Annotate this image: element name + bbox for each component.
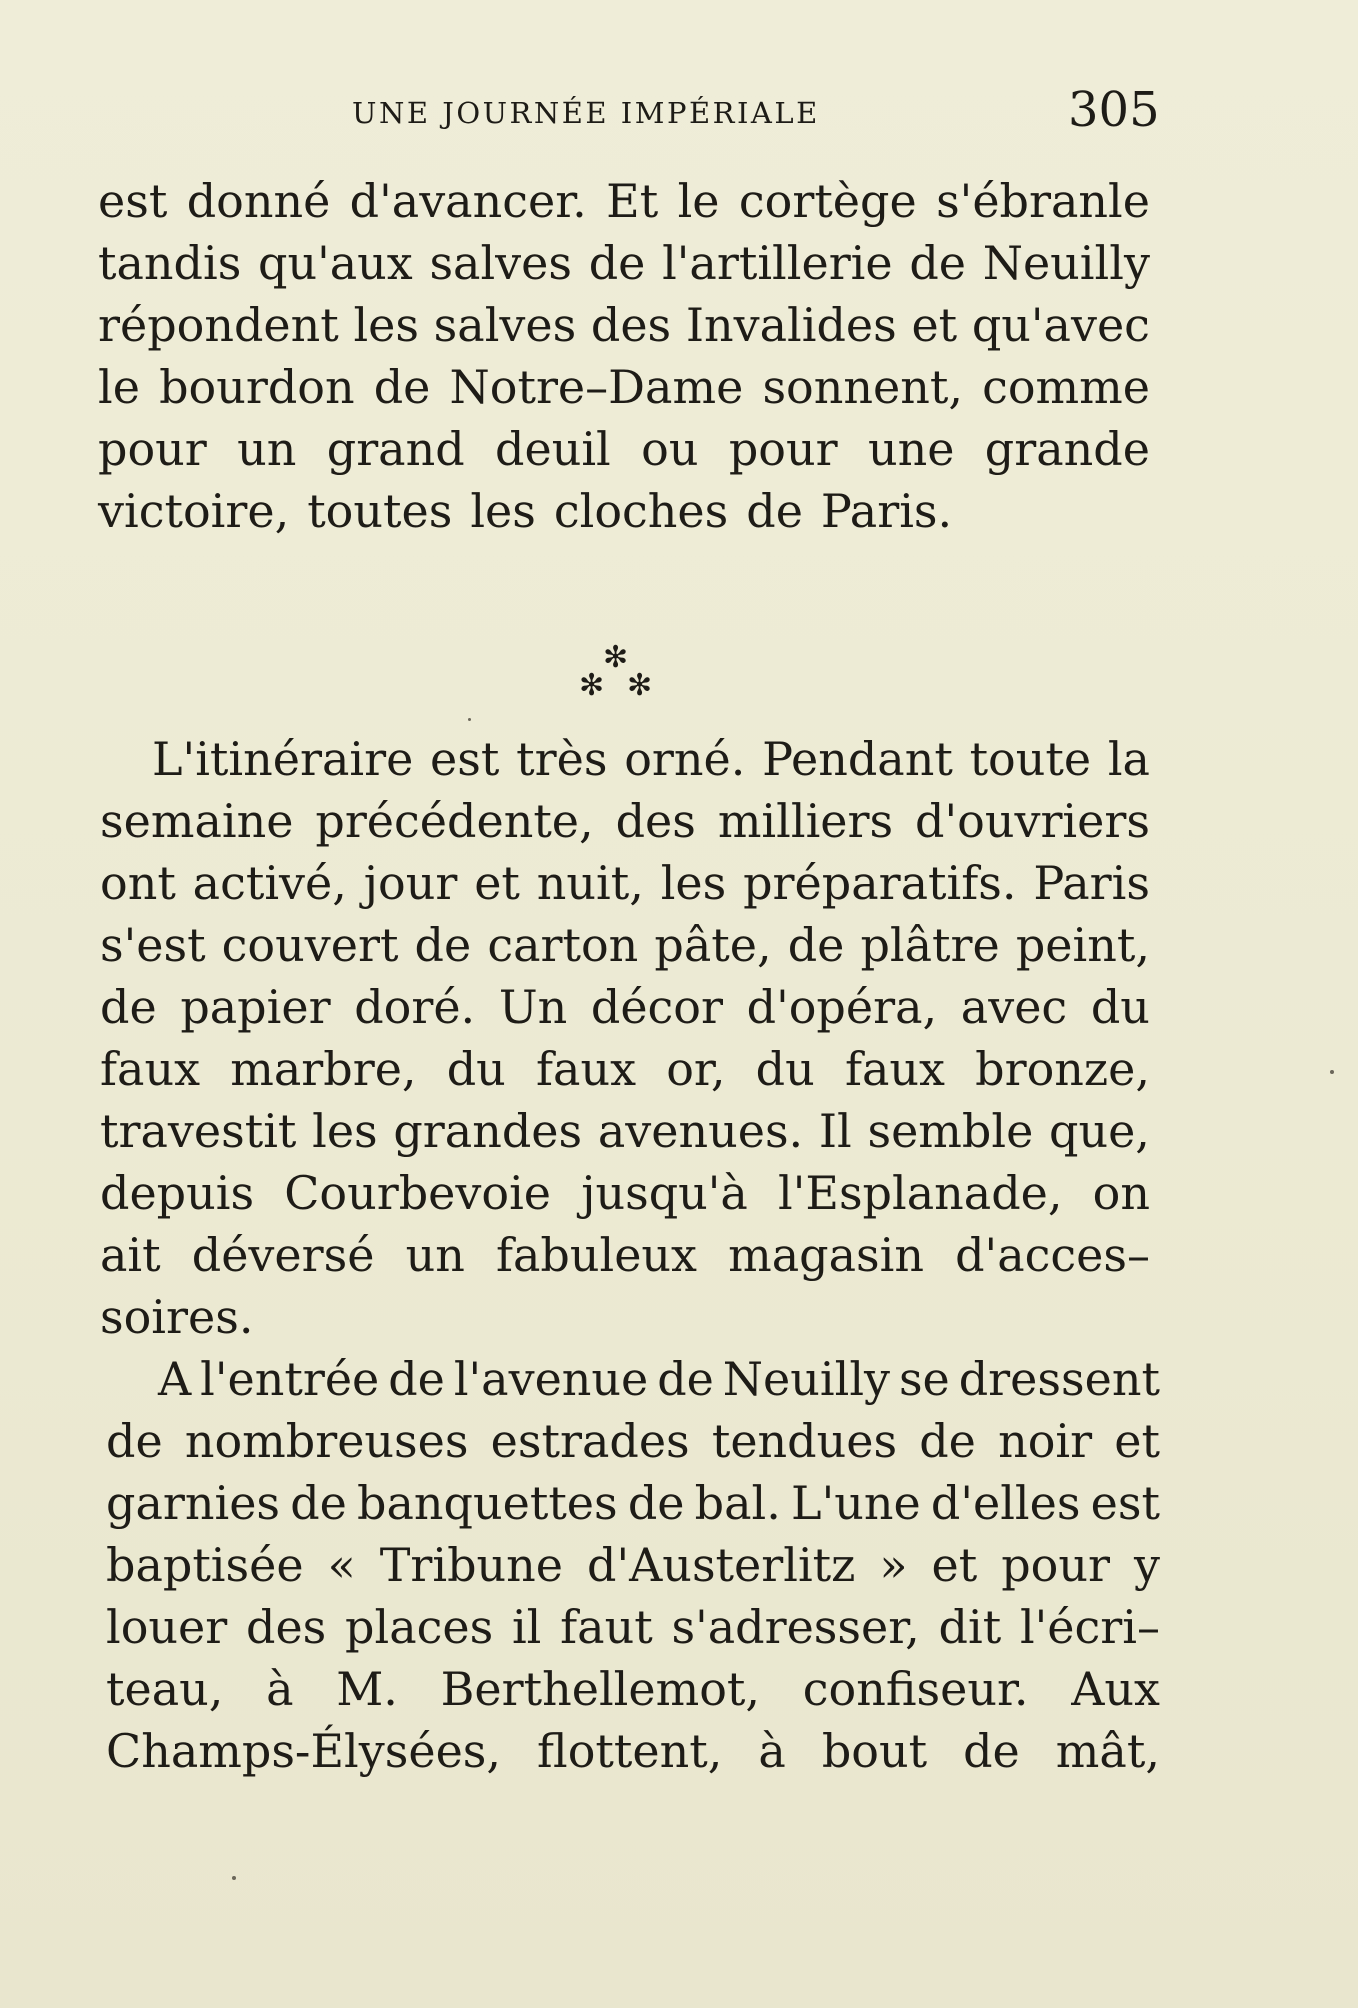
text-line [100,1042,1150,1096]
word: ont [100,856,176,910]
word: deuil [495,422,611,476]
word: flottent, [537,1724,723,1778]
word: baptisée [106,1538,304,1592]
word: que, [1049,1104,1150,1158]
word: d'acces– [955,1228,1150,1282]
word: Notre–Dame [449,360,744,414]
word: qu'aux [258,236,413,290]
word: bourdon [159,360,355,414]
word: Paris. [820,484,953,538]
word: semaine [100,794,294,848]
word: l'artillerie [662,236,893,290]
word: L'une [791,1476,921,1530]
word: est [98,174,168,228]
word: les [353,298,419,352]
word: avenues. [597,1104,804,1158]
word: faux [100,1042,201,1096]
word: dit [938,1600,1002,1654]
word: de [746,484,803,538]
word: faux [536,1042,637,1096]
word: des [590,298,672,352]
word: et [931,1538,978,1592]
word: d'avancer. [349,174,587,228]
word: Invalides [685,298,897,352]
text-line [100,1228,1150,1282]
word: doré. [354,980,476,1034]
word: de [414,918,472,972]
word: de [627,1476,685,1530]
word: et [911,298,958,352]
text-line [106,1414,1160,1468]
word: tendues [711,1414,898,1468]
word: un [237,422,297,476]
word: l'avenue [453,1352,649,1406]
word: de [388,1352,445,1406]
word: il [511,1600,542,1654]
word: victoire, [98,484,290,538]
word: de [100,980,157,1034]
word: de [909,236,966,290]
word: y [1133,1538,1160,1592]
word: de [657,1352,714,1406]
word: noir [998,1414,1093,1468]
text-line [100,856,1150,910]
word: jusqu'à [581,1166,748,1220]
word: et [474,856,520,910]
word: fabuleux [495,1228,697,1282]
asterisk-left: ✻ [579,668,605,703]
word: du [1090,980,1150,1034]
text-line [100,1166,1150,1220]
word: depuis [100,1166,255,1220]
word: M. [336,1662,398,1716]
word: s'adresser, [671,1600,920,1654]
word: grandes [393,1104,583,1158]
word: A [158,1352,192,1406]
word: marbre, [230,1042,417,1096]
text-line [98,360,1150,414]
word: grand [326,422,465,476]
word: déversé [191,1228,375,1282]
word: précédente, [315,794,594,848]
word: de [588,236,646,290]
word: qu'avec [971,298,1150,352]
word: d'elles [930,1476,1081,1530]
text-line [100,794,1150,848]
word: Neuilly [722,1352,891,1406]
word: ou [641,422,699,476]
word: magasin [728,1228,924,1282]
text-line [106,1600,1160,1654]
word: comme [982,360,1150,414]
word: s'ébranle [936,174,1150,228]
word: ait [100,1228,161,1282]
word: Il [818,1104,852,1158]
asterisk-top: ✻ [603,640,629,675]
word: est [1090,1476,1160,1530]
word: Champs-Élysées, [106,1724,502,1778]
word: tandis [98,236,242,290]
text-line [98,422,1150,476]
word: la [1107,732,1150,786]
word: faut [560,1600,653,1654]
word: décor [590,980,723,1034]
word: on [1092,1166,1150,1220]
word: les [312,1104,378,1158]
word: bout [821,1724,928,1778]
word: des [246,1600,327,1654]
word: Neuilly [982,236,1150,290]
word: Berthellemot, [440,1662,761,1716]
text-line [158,1352,1160,1406]
word: de [106,1414,163,1468]
word: semble [867,1104,1034,1158]
word: L'itinéraire [152,732,414,786]
word: du [755,1042,815,1096]
word: » [879,1538,908,1592]
text-line [152,732,1150,786]
text-line [98,484,970,538]
word: nombreuses [184,1414,469,1468]
word: plâtre [860,918,1000,972]
page-number: 305 [1068,82,1160,138]
text-line [106,1538,1160,1592]
word: cortège [738,174,917,228]
text-line [98,174,1150,228]
word: les [660,856,727,910]
word: pour [98,422,207,476]
word: Et [606,174,659,228]
word: répondent [98,298,339,352]
word: très [516,732,608,786]
word: bal. [694,1476,781,1530]
word: du [446,1042,506,1096]
word: d'Austerlitz [587,1538,856,1592]
paper-speck [1330,1070,1334,1074]
word: dressent [958,1352,1160,1406]
text-line [98,236,1150,290]
text-line [106,1662,1160,1716]
word: avec [960,980,1068,1034]
text-line [100,918,1150,972]
word: l'Esplanade, [778,1166,1063,1220]
word: et [1114,1414,1160,1468]
text-line [106,1724,1160,1778]
word: pour [1001,1538,1110,1592]
word: peint, [1015,918,1150,972]
word: milliers [717,794,894,848]
word: pâte, [654,918,772,972]
word: couvert [221,918,399,972]
word: estrades [490,1414,690,1468]
text-line [106,1476,1160,1530]
word: donné [186,174,331,228]
word: soires. [100,1290,254,1344]
word: est [430,732,500,786]
word: travestit [100,1104,297,1158]
word: des [615,794,696,848]
word: Tribune [379,1538,564,1592]
word: un [405,1228,465,1282]
word: confiseur. [802,1662,1029,1716]
paper-speck [468,718,471,721]
word: Un [498,980,568,1034]
asterisk-right: ✻ [627,668,653,703]
running-head: UNE JOURNÉE IMPÉRIALE [352,96,820,130]
word: louer [106,1600,228,1654]
word: l'entrée [200,1352,380,1406]
word: garnies [106,1476,281,1530]
word: orné. [624,732,746,786]
word: s'est [100,918,206,972]
word: préparatifs. [743,856,1017,910]
word: or, [666,1042,726,1096]
word: toutes [307,484,453,538]
word: une [867,422,955,476]
word: teau, [106,1662,224,1716]
word: activé, [192,856,347,910]
text-line [100,1290,271,1344]
text-line [98,298,1150,352]
word: de [373,360,431,414]
word: d'ouvriers [915,794,1150,848]
word: Paris [1033,856,1150,910]
word: salves [433,298,577,352]
word: cloches [553,484,729,538]
word: se [898,1352,950,1406]
word: grande [984,422,1150,476]
word: de [787,918,845,972]
word: les [470,484,536,538]
word: bronze, [975,1042,1150,1096]
word: sonnent, [762,360,963,414]
word: papier [180,980,331,1034]
word: pour [728,422,838,476]
word: Courbevoie [284,1166,552,1220]
section-break-asterism [575,640,655,703]
word: d'opéra, [746,980,938,1034]
word: Pendant [762,732,953,786]
word: salves [429,236,572,290]
word: Aux [1071,1662,1160,1716]
word: de [290,1476,347,1530]
word: l'écri– [1019,1600,1160,1654]
word: jour [363,856,458,910]
word: mât, [1055,1724,1160,1778]
word: toute [969,732,1092,786]
word: à [266,1662,294,1716]
word: le [98,360,140,414]
word: le [677,174,720,228]
word: de [963,1724,1020,1778]
text-line [100,980,1150,1034]
word: faux [844,1042,945,1096]
word: de [919,1414,976,1468]
word: banquettes [357,1476,618,1530]
word: « [327,1538,356,1592]
paper-speck [232,1876,236,1880]
text-line [100,1104,1150,1158]
word: à [758,1724,786,1778]
word: places [345,1600,494,1654]
word: nuit, [536,856,644,910]
word: carton [487,918,639,972]
